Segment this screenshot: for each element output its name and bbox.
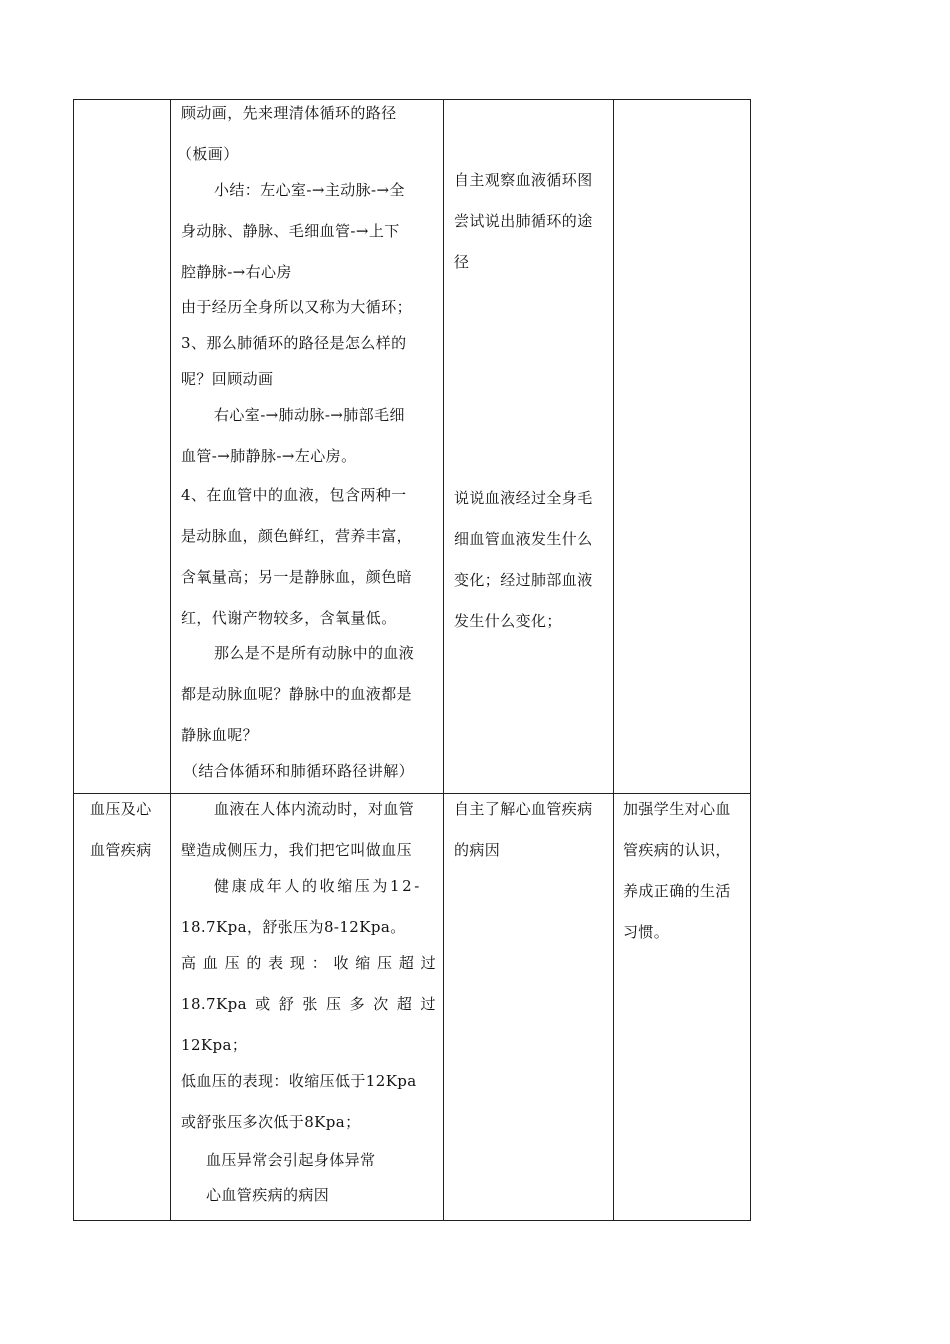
content-char: 压 — [377, 954, 393, 972]
column-divider — [170, 99, 171, 1221]
content-char: 压 — [326, 995, 342, 1013]
intent-line: 养成正确的生活 — [623, 882, 731, 900]
content-char: 的 — [246, 954, 262, 972]
content-line: 静脉血呢？ — [181, 726, 259, 744]
content-line-justified — [181, 994, 436, 1014]
content-char: 收 — [333, 954, 349, 972]
table-left-border — [73, 99, 74, 1221]
content-line: 12Kpa； — [181, 1036, 248, 1054]
content-line — [214, 876, 436, 896]
content-line: 身动脉、静脉、毛细血管-→上下 — [181, 222, 400, 240]
content-line: （结合体循环和肺循环路径讲解） — [183, 762, 415, 780]
content-line: 壁造成侧压力，我们把它叫做血压 — [181, 841, 413, 859]
content-char: 血 — [202, 954, 219, 972]
content-char: 超 — [398, 954, 415, 972]
content-line: 顾动画，先来理清体循环的路径 — [181, 104, 397, 122]
content-text: 18.7Kpa — [181, 995, 247, 1013]
content-line: 低血压的表现：收缩压低于12Kpa — [181, 1072, 417, 1090]
intent-line: 加强学生对心血 — [623, 800, 731, 818]
content-char: 或 — [255, 995, 271, 1013]
content-char: 缩 — [355, 954, 371, 972]
activity-line: 变化；经过肺部血液 — [454, 571, 593, 589]
table-bottom-border — [73, 1220, 751, 1221]
content-line: 18.7Kpa，舒张压为8-12Kpa。 — [181, 918, 406, 936]
content-line: 血压异常会引起身体异常 — [206, 1151, 376, 1169]
content-char: 张 — [302, 995, 318, 1013]
activity-line: 说说血液经过全身毛 — [454, 489, 593, 507]
row-divider — [73, 793, 751, 794]
table-right-border — [750, 99, 751, 1221]
content-char: 过 — [420, 954, 436, 972]
column-divider — [443, 99, 444, 1221]
content-line: 或舒张压多次低于8Kpa； — [181, 1113, 361, 1131]
content-char: ： — [311, 954, 328, 972]
content-char: 现 — [289, 954, 306, 972]
content-char: 过 — [420, 995, 436, 1013]
content-line: 红，代谢产物较多，含氧量低。 — [181, 609, 397, 627]
table-top-border — [73, 99, 751, 100]
content-line: 血液在人体内流动时，对血管 — [214, 800, 415, 818]
activity-line: 细血管血液发生什么 — [454, 530, 593, 548]
content-char: 次 — [373, 995, 389, 1013]
section-label: 血管疾病 — [90, 841, 152, 859]
content-char: 超 — [396, 995, 413, 1013]
activity-line: 自主了解心血管疾病 — [454, 800, 593, 818]
content-char: 多 — [349, 995, 366, 1013]
content-line-justified — [181, 953, 436, 973]
content-char: 舒 — [278, 995, 295, 1013]
activity-line: 发生什么变化； — [454, 612, 562, 630]
content-line: 4、在血管中的血液，包含两种一 — [181, 486, 407, 504]
content-char: 高 — [181, 954, 197, 972]
content-line: 血管-→肺静脉-→左心房。 — [181, 447, 357, 465]
activity-line: 尝试说出肺循环的途 — [454, 212, 593, 230]
content-line: 3、那么肺循环的路径是怎么样的 — [181, 334, 407, 352]
activity-line: 径 — [454, 253, 470, 271]
content-line: 腔静脉-→右心房 — [181, 263, 292, 281]
content-line: 右心室-→肺动脉-→肺部毛细 — [214, 406, 405, 424]
content-line: 心血管疾病的病因 — [206, 1186, 330, 1204]
section-label: 血压及心 — [90, 800, 152, 818]
intent-line: 习惯。 — [623, 923, 670, 941]
activity-line: 的病因 — [454, 841, 501, 859]
content-line: 都是动脉血呢？静脉中的血液都是 — [181, 685, 413, 703]
content-line: 小结：左心室-→主动脉-→全 — [214, 181, 405, 199]
content-char: 压 — [224, 954, 240, 972]
content-char: 表 — [268, 954, 284, 972]
content-line: 呢？回顾动画 — [181, 370, 274, 388]
activity-line: 自主观察血液循环图 — [454, 171, 593, 189]
column-divider — [613, 99, 614, 1221]
content-line: 那么是不是所有动脉中的血液 — [214, 644, 415, 662]
content-line: （板画） — [177, 145, 239, 163]
content-line: 含氧量高；另一是静脉血，颜色暗 — [181, 568, 413, 586]
content-line: 由于经历全身所以又称为大循环； — [181, 298, 413, 316]
content-line: 是动脉血，颜色鲜红，营养丰富， — [181, 527, 413, 545]
content-text: 健康成年人的收缩压为12- — [214, 877, 422, 895]
intent-line: 管疾病的认识， — [623, 841, 731, 859]
